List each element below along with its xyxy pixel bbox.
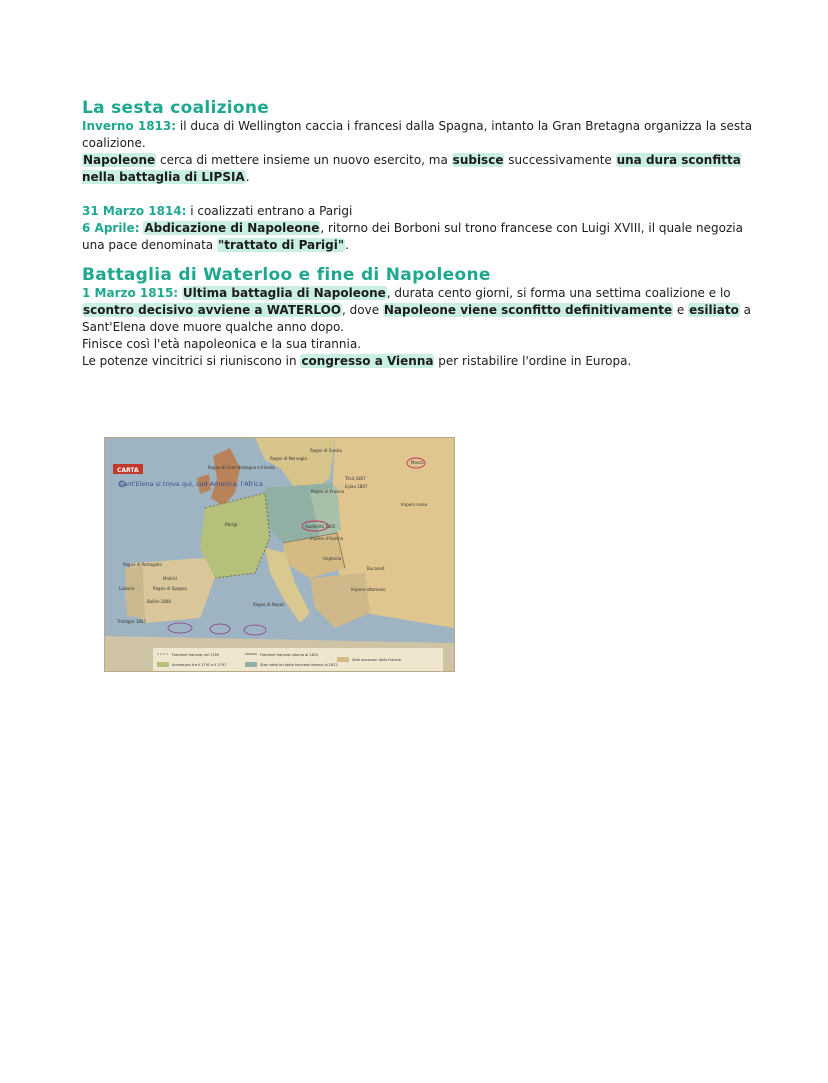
highlight: una dura sconfitta nella battaglia di LIPSIA [82, 153, 741, 184]
legend-swatch-tutela [245, 662, 257, 667]
date-label: 1 Marzo 1815: [82, 286, 179, 300]
europe-map [105, 438, 454, 671]
label-ungheria: Ungheria [323, 556, 342, 561]
label-eylau: Eylau 1807 [345, 484, 368, 489]
paragraph-6-aprile: 6 Aprile: Abdicazione di Napoleone, ritorno dei Borboni sul trono francese con Luigi XVIII, il quale negozia una pace denominata "trattato di Parigi". [82, 221, 743, 252]
legend-1812: Frontiere francesi intorno al 1812 [260, 653, 319, 657]
portugal-region [125, 566, 145, 618]
label-ottomano: Impero ottomano [351, 587, 386, 592]
legend-1789: Frontiere francesi nel 1789 [172, 653, 219, 657]
highlight: congresso a Vienna [301, 354, 434, 368]
label-gran-bretagna: Regno di Gran Bretagna e Irlanda [208, 465, 275, 470]
legend-tutela: Stati sotto la tutela francese intorno al 1812 [260, 663, 338, 667]
label-austria: Impero d'Austria [310, 536, 344, 541]
paragraph-1-marzo-1815: 1 Marzo 1815: Ultima battaglia di Napoleone, durata cento giorni, si forma una settima coalizione e lo scontro decisivo avviene a WATERLOO, dove Napoleone viene sconfitto definitivamente e esiliato a Sant'Elena dove muore qualche anno dopo. [82, 286, 751, 334]
label-spagna: Regno di Spagna [153, 586, 187, 591]
label-lisbona: Lisbona [119, 586, 135, 591]
legend-avversari: Stati avversari della Francia [352, 658, 401, 662]
paragraph-fine-eta: Finisce così l'età napoleonica e la sua tirannia. [82, 337, 362, 351]
label-austerlitz: Austerlitz 1805 [305, 524, 336, 529]
label-bailen: Bailén 1808 [147, 599, 171, 604]
paragraph-congresso: Le potenze vincitrici si riuniscono in congresso a Vienna per ristabilire l'ordine in Europa. [82, 354, 632, 368]
date-label: 6 Aprile: [82, 221, 140, 235]
highlight: Napoleone viene sconfitto definitivamente [383, 303, 673, 317]
paragraph-napoleone-esercito: Napoleone cerca di mettere insieme un nuovo esercito, ma subisce successivamente una dura sconfitta nella battaglia di LIPSIA. [82, 153, 741, 184]
legend-swatch-annessioni [157, 662, 169, 667]
highlight: Ultima battaglia di Napoleone [182, 286, 386, 300]
section-title-waterloo: Battaglia di Waterloo e fine di Napoleone [82, 265, 491, 285]
highlight: Abdicazione di Napoleone [144, 221, 320, 235]
label-madrid: Madrid [163, 576, 177, 581]
map-tag-text: CARTA [117, 467, 139, 474]
date-label: 31 Marzo 1814: [82, 204, 187, 218]
label-prussia: Regno di Prussia [311, 489, 345, 494]
label-svezia: Regno di Svezia [310, 448, 342, 453]
legend-swatch-avversari [337, 657, 349, 662]
label-napoli: Regno di Napoli [253, 602, 285, 607]
notes-page [82, 98, 762, 370]
date-label: Inverno 1813: [82, 119, 177, 133]
label-norvegia: Regno di Norvegia [270, 456, 307, 461]
label-impero-russo: Impero russo [401, 502, 428, 507]
paragraph-inverno-1813: Inverno 1813: il duca di Wellington caccia i francesi dalla Spagna, intanto la Gran Bretagna organizza la sesta coalizione. [82, 119, 753, 150]
highlight: "trattato di Parigi" [217, 238, 345, 252]
paragraph-31-marzo-1814: 31 Marzo 1814: i coalizzati entrano a Parigi [82, 204, 353, 218]
section-title-sesta-coalizione: La sesta coalizione [82, 98, 270, 118]
highlight: Napoleone [83, 153, 156, 167]
label-bucarest: Bucarest [367, 566, 385, 571]
label-trafalgar: Trafalgar 1805 [117, 619, 147, 624]
label-mosca: Mosca [411, 460, 424, 465]
legend-annessioni: Annessioni tra il 1792 e il 1797 [172, 663, 227, 667]
highlight: scontro decisivo avviene a WATERLOO [83, 303, 341, 317]
highlight: esiliato [689, 303, 739, 317]
label-parigi: Parigi [225, 523, 238, 528]
handwritten-note: Sant'Elena si trova qui, sud America, l'Africa [119, 480, 263, 488]
europe-map-photo [104, 437, 455, 672]
label-portogallo: Regno di Portogallo [123, 562, 162, 567]
highlight: subisce [452, 153, 504, 167]
label-tilsit: Tilsit 1807 [345, 476, 366, 481]
